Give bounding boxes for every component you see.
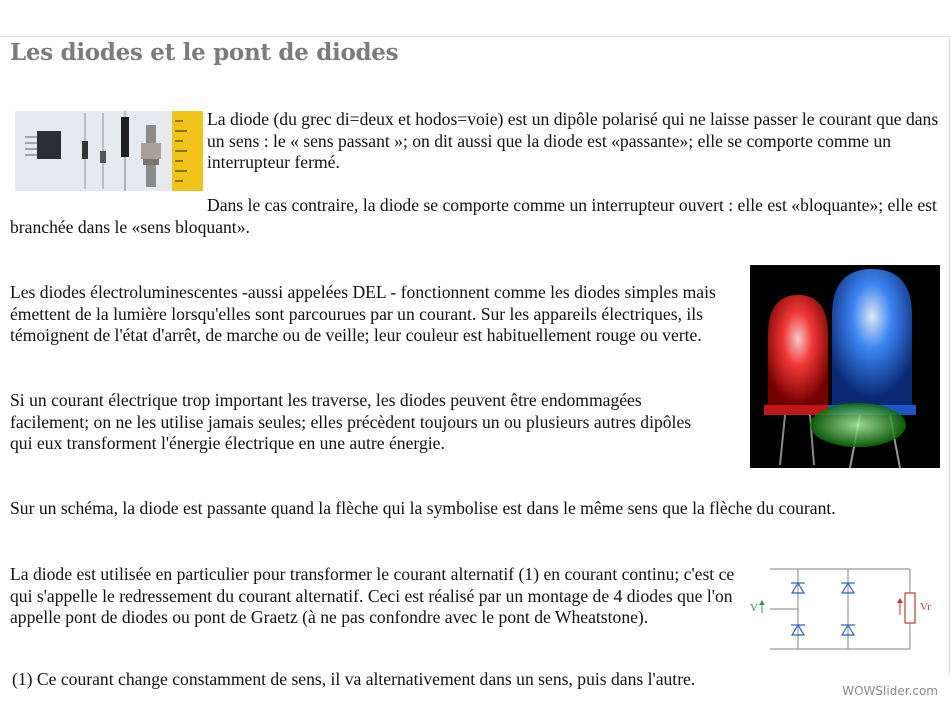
diodes-photo [15, 111, 203, 191]
ruler [172, 111, 203, 191]
paragraph-diode-definition: La diode (du grec di=deux et hodos=voie) est un dipôle polarisé qui ne laisse passer le courant que dans un sens : le « sens passant »; on dit aussi que la diode est «passante»; elle se comporte comme un interrupteur fermé. [207, 109, 939, 172]
footnote-text: (1) Ce courant change constamment de sens, il va alternativement dans un sens, puis dans l'autre. [12, 669, 696, 689]
paragraph-diode-blocking: Dans le cas contraire, la diode se comporte comme un interrupteur ouvert : elle est «bloquante»; elle est branchée dans le «sens bloquant». [10, 195, 937, 237]
footnote-cut [12, 669, 912, 689]
page-title: Les diodes et le pont de diodes [10, 39, 399, 66]
led-photo [750, 265, 940, 468]
paragraph-overcurrent: Si un courant électrique trop important les traverse, les diodes peuvent être endommagées facilement; on ne les utilise jamais seules; elles précèdent toujours un ou plusieurs autres dipôles qui eux transforment l'énergie électrique en une autre énergie. [10, 390, 692, 453]
document-page [0, 36, 950, 689]
diode-bridge-schematic [748, 563, 942, 655]
green-led [810, 403, 906, 447]
paragraph-schema: Sur un schéma, la diode est passante quand la flèche qui la symbolise est dans le même sens que la flèche du courant. [10, 498, 836, 518]
paragraph-bridge: La diode est utilisée en particulier pour transformer le courant alternatif (1) en courant continu; c'est ce qui s'appelle le redressement du courant alternatif. Ceci est réalisé par un montage de 4 diodes que l'on appelle pont de diodes ou pont de Graetz (à ne pas confondre avec le pont de Wheatstone). [10, 564, 735, 627]
slider-brand[interactable]: WOWSlider.com [842, 684, 938, 698]
paragraph-led: Les diodes électroluminescentes -aussi appelées DEL - fonctionnent comme les diodes simples mais émettent de la lumière lorsqu'elles sont parcourues par un courant. Sur les appareils électriques, ils témoignent de l'état d'arrêt, de marche ou de veille; leur couleur est habituellement rouge ou verte. [10, 282, 716, 345]
voltage-out-label: Vr [920, 601, 931, 613]
voltage-in-label: V [750, 602, 758, 614]
resistor-icon [905, 593, 915, 623]
